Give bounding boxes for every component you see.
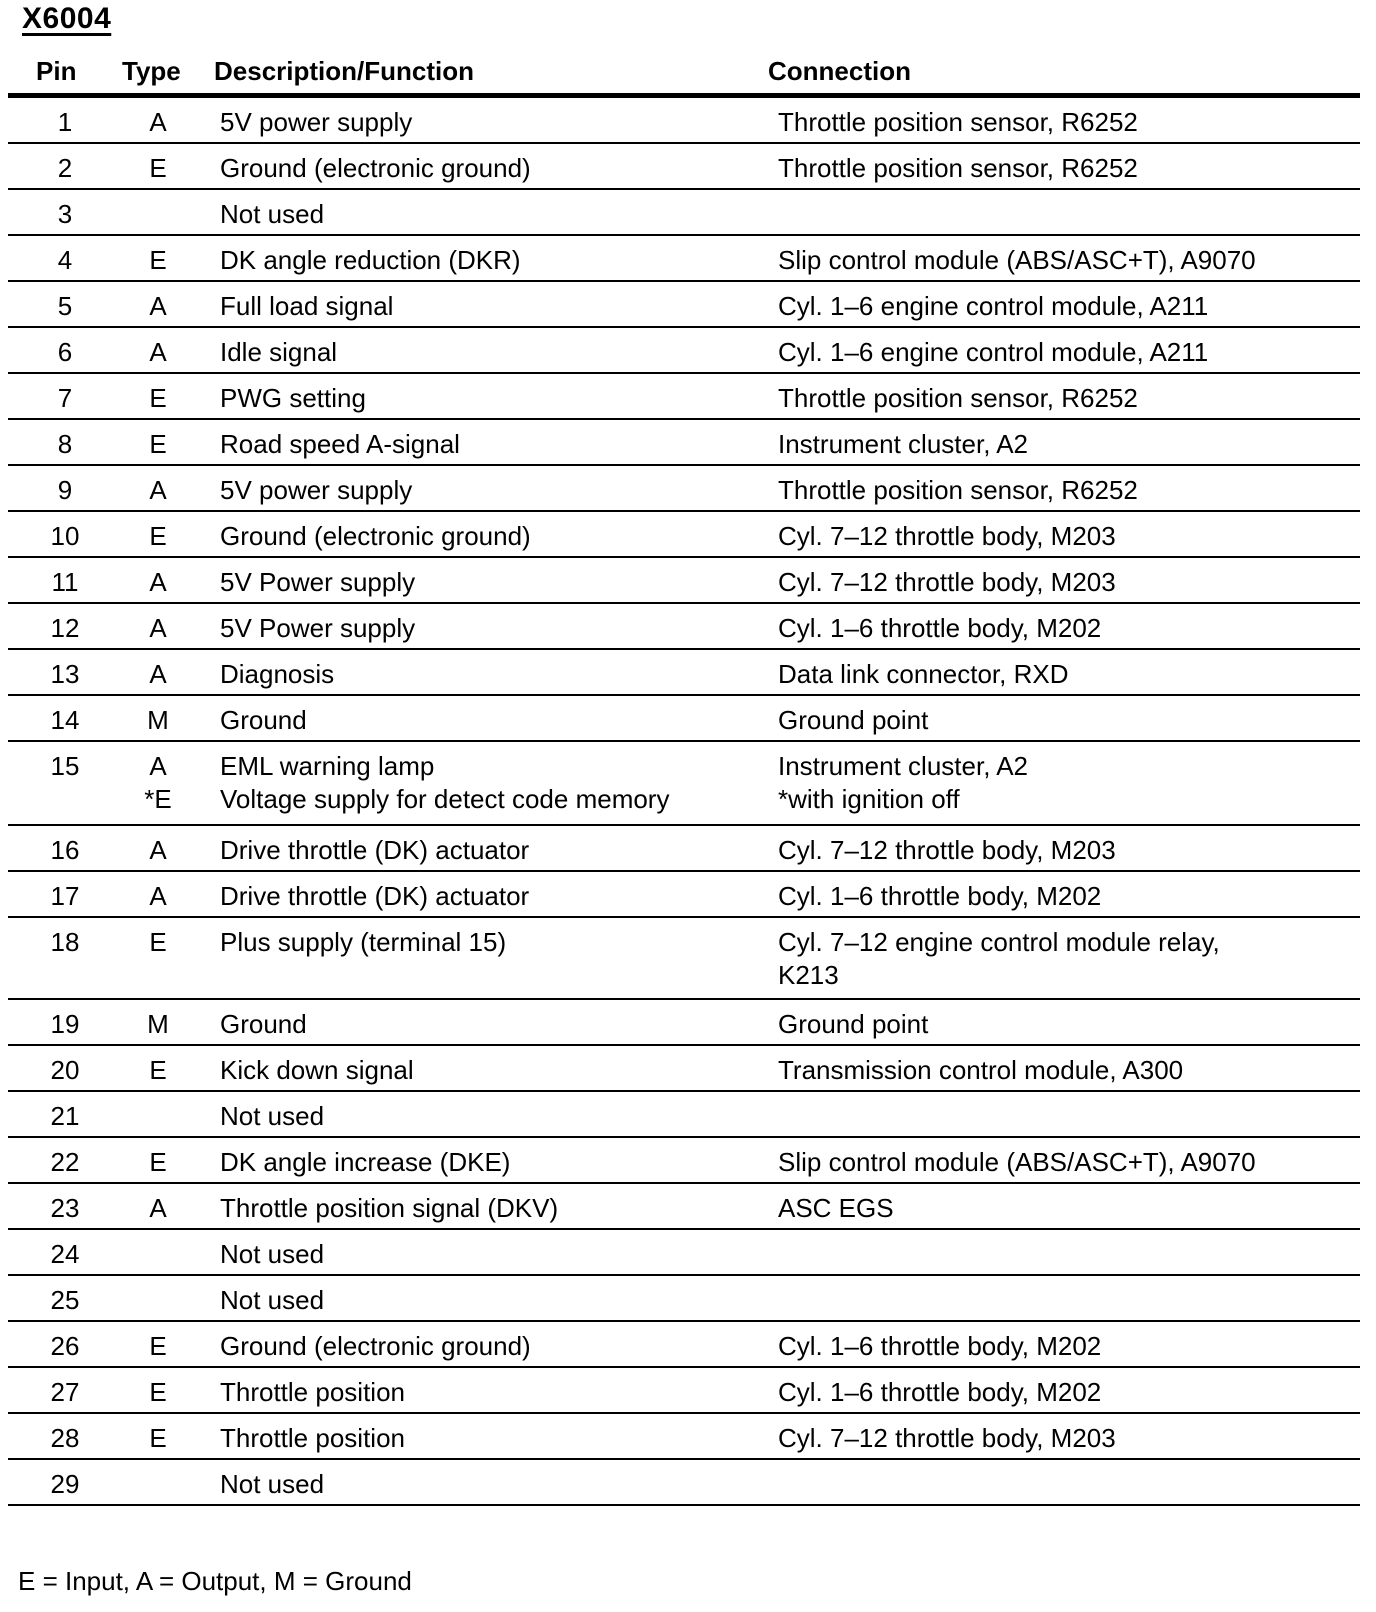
type-cell: E (149, 927, 167, 957)
connection-cell: Cyl. 7–12 throttle body, M203 (778, 567, 1116, 597)
connection-cell: Cyl. 1–6 throttle body, M202 (778, 1331, 1102, 1361)
pin-cell: 2 (57, 153, 73, 183)
pin-cell: 7 (57, 383, 73, 413)
type-cell: A (149, 659, 167, 689)
pin-cell: 5 (57, 291, 73, 321)
type-cell: E (149, 521, 167, 551)
header-pin: Pin (36, 56, 77, 86)
description-cell: Ground (220, 705, 307, 735)
type-cell: A (149, 835, 167, 865)
header-type: Type (122, 56, 181, 86)
type-cell: E (149, 1055, 167, 1085)
table-row (8, 282, 1360, 328)
connection-cell: Slip control module (ABS/ASC+T), A9070 (778, 245, 1256, 275)
connection-cell: Throttle position sensor, R6252 (778, 153, 1138, 183)
pin-cell: 9 (57, 475, 73, 505)
pin-cell: 21 (50, 1101, 80, 1131)
connection-cell: Cyl. 1–6 engine control module, A211 (778, 337, 1209, 367)
type-cell: A (149, 881, 167, 911)
type-cell: M (147, 705, 169, 735)
table-header (8, 48, 1360, 96)
table-row (8, 1000, 1360, 1046)
description-cell: Ground (220, 1009, 307, 1039)
pin-cell: 6 (57, 337, 73, 367)
pin-cell: 22 (50, 1147, 80, 1177)
connection-cell: Cyl. 7–12 throttle body, M203 (778, 835, 1116, 865)
pin-cell: 25 (50, 1285, 80, 1315)
pin-cell: 14 (50, 705, 80, 735)
type-cell: A (149, 613, 167, 643)
type-cell: A (149, 475, 167, 505)
description-cell: Ground (electronic ground) (220, 153, 531, 183)
table-row (8, 236, 1360, 282)
connection-cell: Instrument cluster, A2 *with ignition off (778, 751, 1029, 814)
connection-cell: Transmission control module, A300 (778, 1055, 1184, 1085)
description-cell: DK angle reduction (DKR) (220, 245, 521, 275)
table-row (8, 696, 1360, 742)
pin-cell: 19 (50, 1009, 80, 1039)
type-cell: E (149, 429, 167, 459)
description-cell: Kick down signal (220, 1055, 414, 1085)
pin-cell: 26 (50, 1331, 80, 1361)
pin-table (8, 98, 1360, 1506)
connection-cell: Slip control module (ABS/ASC+T), A9070 (778, 1147, 1256, 1177)
pin-cell: 15 (50, 751, 80, 781)
connection-cell: Cyl. 1–6 engine control module, A211 (778, 291, 1209, 321)
type-cell: A (149, 107, 167, 137)
description-cell: Not used (220, 1101, 325, 1131)
type-cell: E (149, 245, 167, 275)
description-cell: EML warning lamp Voltage supply for detect code memory (220, 751, 670, 814)
pin-cell: 24 (50, 1239, 80, 1269)
description-cell: Plus supply (terminal 15) (220, 927, 507, 957)
pin-cell: 18 (50, 927, 80, 957)
table-row (8, 872, 1360, 918)
connection-cell: Throttle position sensor, R6252 (778, 383, 1138, 413)
type-cell: E (149, 1331, 167, 1361)
table-row (8, 374, 1360, 420)
type-cell: A (149, 567, 167, 597)
type-legend: E = Input, A = Output, M = Ground (18, 1566, 412, 1596)
header-description: Description/Function (214, 56, 474, 86)
connection-cell: Ground point (778, 705, 929, 735)
connection-cell: Instrument cluster, A2 (778, 429, 1029, 459)
description-cell: Not used (220, 1239, 325, 1269)
table-row (8, 1184, 1360, 1230)
table-row (8, 328, 1360, 374)
table-row (8, 1322, 1360, 1368)
type-cell: A (149, 291, 167, 321)
type-cell: E (149, 153, 167, 183)
table-row (8, 650, 1360, 696)
pin-cell: 29 (50, 1469, 80, 1499)
table-row (8, 604, 1360, 650)
connection-cell: ASC EGS (778, 1193, 894, 1223)
description-cell: 5V Power supply (220, 613, 416, 643)
pin-cell: 10 (50, 521, 80, 551)
table-row (8, 98, 1360, 144)
table-row (8, 1046, 1360, 1092)
pin-cell: 16 (50, 835, 80, 865)
description-cell: Idle signal (220, 337, 338, 367)
pin-cell: 11 (51, 567, 79, 597)
table-row (8, 144, 1360, 190)
table-row (8, 1414, 1360, 1460)
description-cell: PWG setting (220, 383, 366, 413)
type-cell: M (147, 1009, 169, 1039)
description-cell: Not used (220, 1285, 325, 1315)
pin-cell: 27 (50, 1377, 80, 1407)
pin-cell: 17 (50, 881, 80, 911)
table-row (8, 558, 1360, 604)
description-cell: Road speed A-signal (220, 429, 460, 459)
table-row (8, 190, 1360, 236)
type-cell: A (149, 1193, 167, 1223)
description-cell: Throttle position (220, 1377, 405, 1407)
pin-cell: 20 (50, 1055, 80, 1085)
connection-cell: Cyl. 7–12 throttle body, M203 (778, 521, 1116, 551)
description-cell: Ground (electronic ground) (220, 1331, 531, 1361)
header-connection: Connection (768, 56, 911, 86)
description-cell: Not used (220, 1469, 325, 1499)
connector-title: X6004 (22, 2, 112, 35)
table-row (8, 1460, 1360, 1506)
description-cell: Throttle position (220, 1423, 405, 1453)
connection-cell: Cyl. 7–12 throttle body, M203 (778, 1423, 1116, 1453)
type-cell: A *E (144, 751, 172, 814)
table-row (8, 1138, 1360, 1184)
connection-cell: Throttle position sensor, R6252 (778, 475, 1138, 505)
connection-cell: Cyl. 7–12 engine control module relay, K213 (778, 927, 1220, 990)
table-row (8, 420, 1360, 466)
description-cell: Not used (220, 199, 325, 229)
description-cell: Throttle position signal (DKV) (220, 1193, 559, 1223)
pin-cell: 8 (57, 429, 73, 459)
connection-cell: Cyl. 1–6 throttle body, M202 (778, 613, 1102, 643)
type-cell: E (149, 383, 167, 413)
table-row (8, 466, 1360, 512)
description-cell: Ground (electronic ground) (220, 521, 531, 551)
description-cell: Drive throttle (DK) actuator (220, 835, 530, 865)
pin-cell: 13 (50, 659, 80, 689)
type-cell: E (149, 1423, 167, 1453)
pin-cell: 1 (57, 107, 73, 137)
table-row (8, 918, 1360, 1000)
table-row (8, 1368, 1360, 1414)
pin-cell: 12 (50, 613, 80, 643)
description-cell: 5V power supply (220, 475, 413, 505)
table-row (8, 512, 1360, 558)
type-cell: A (149, 337, 167, 367)
connection-cell: Data link connector, RXD (778, 659, 1069, 689)
table-row (8, 742, 1360, 826)
description-cell: 5V Power supply (220, 567, 416, 597)
connection-cell: Cyl. 1–6 throttle body, M202 (778, 881, 1102, 911)
description-cell: Drive throttle (DK) actuator (220, 881, 530, 911)
pin-cell: 28 (50, 1423, 80, 1453)
pin-cell: 4 (57, 245, 73, 275)
description-cell: 5V power supply (220, 107, 413, 137)
description-cell: Full load signal (220, 291, 394, 321)
description-cell: DK angle increase (DKE) (220, 1147, 511, 1177)
table-row (8, 1230, 1360, 1276)
connection-cell: Throttle position sensor, R6252 (778, 107, 1138, 137)
description-cell: Diagnosis (220, 659, 335, 689)
pin-cell: 3 (57, 199, 73, 229)
table-row (8, 1276, 1360, 1322)
connection-cell: Ground point (778, 1009, 929, 1039)
table-row (8, 826, 1360, 872)
connection-cell: Cyl. 1–6 throttle body, M202 (778, 1377, 1102, 1407)
type-cell: E (149, 1377, 167, 1407)
pin-cell: 23 (50, 1193, 80, 1223)
table-row (8, 1092, 1360, 1138)
type-cell: E (149, 1147, 167, 1177)
